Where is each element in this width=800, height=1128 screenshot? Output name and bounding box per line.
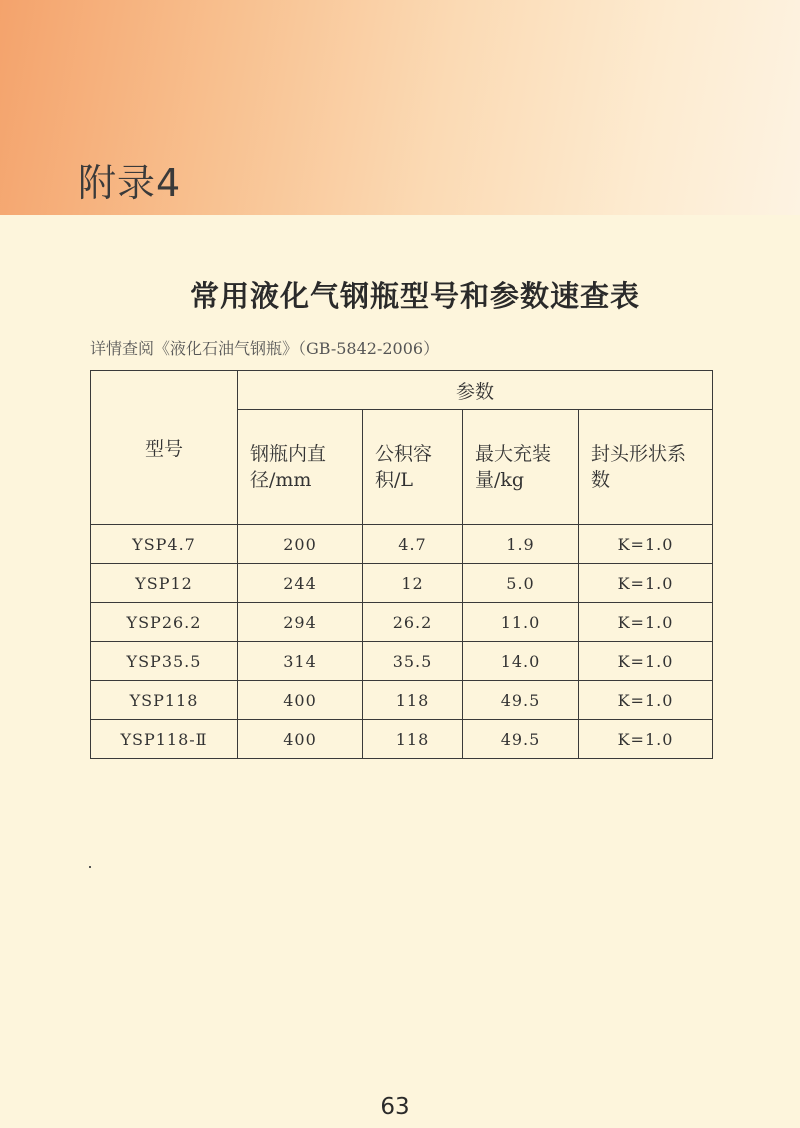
volume-column-header: 公积容积/L: [363, 410, 463, 525]
page-title: 常用液化气钢瓶型号和参数速查表: [189, 279, 640, 313]
model-cell: YSP35.5: [91, 642, 238, 681]
diameter-cell: 400: [238, 720, 363, 759]
table-row: [91, 681, 713, 720]
shape-factor-cell: K=1.0: [579, 564, 713, 603]
model-cell: YSP26.2: [91, 603, 238, 642]
max-fill-cell: 49.5: [463, 681, 579, 720]
max-fill-cell: 5.0: [463, 564, 579, 603]
volume-cell: 118: [363, 720, 463, 759]
appendix-label: 附录4: [78, 161, 182, 205]
table-row: [91, 642, 713, 681]
diameter-cell: 314: [238, 642, 363, 681]
shape-factor-column-header: 封头形状系数: [579, 410, 713, 525]
parameters-table: [90, 370, 713, 759]
shape-factor-cell: K=1.0: [579, 642, 713, 681]
table-row: [91, 564, 713, 603]
max-fill-cell: 14.0: [463, 642, 579, 681]
page-number: 63: [380, 1094, 410, 1120]
max-fill-cell: 1.9: [463, 525, 579, 564]
model-cell: YSP118-Ⅱ: [91, 720, 238, 759]
model-cell: YSP118: [91, 681, 238, 720]
shape-factor-cell: K=1.0: [579, 720, 713, 759]
max-fill-cell: 11.0: [463, 603, 579, 642]
shape-factor-cell: K=1.0: [579, 681, 713, 720]
table-row: [91, 525, 713, 564]
reference-note: 详情查阅《液化石油气钢瓶》（GB-5842-2006）: [90, 339, 440, 358]
params-group-header: 参数: [238, 371, 713, 410]
volume-cell: 12: [363, 564, 463, 603]
diameter-cell: 200: [238, 525, 363, 564]
diameter-column-header: 钢瓶内直径/mm: [238, 410, 363, 525]
model-cell: YSP12: [91, 564, 238, 603]
max-fill-cell: 49.5: [463, 720, 579, 759]
diameter-cell: 400: [238, 681, 363, 720]
diameter-cell: 244: [238, 564, 363, 603]
table-row: [91, 720, 713, 759]
shape-factor-cell: K=1.0: [579, 525, 713, 564]
table-row: [91, 603, 713, 642]
model-column-header: 型号: [91, 371, 238, 525]
footer-dot: [89, 866, 91, 868]
shape-factor-cell: K=1.0: [579, 603, 713, 642]
diameter-cell: 294: [238, 603, 363, 642]
model-cell: YSP4.7: [91, 525, 238, 564]
volume-cell: 118: [363, 681, 463, 720]
max-fill-column-header: 最大充装量/kg: [463, 410, 579, 525]
volume-cell: 4.7: [363, 525, 463, 564]
parameters-table-wrap: [90, 370, 712, 754]
volume-cell: 35.5: [363, 642, 463, 681]
volume-cell: 26.2: [363, 603, 463, 642]
